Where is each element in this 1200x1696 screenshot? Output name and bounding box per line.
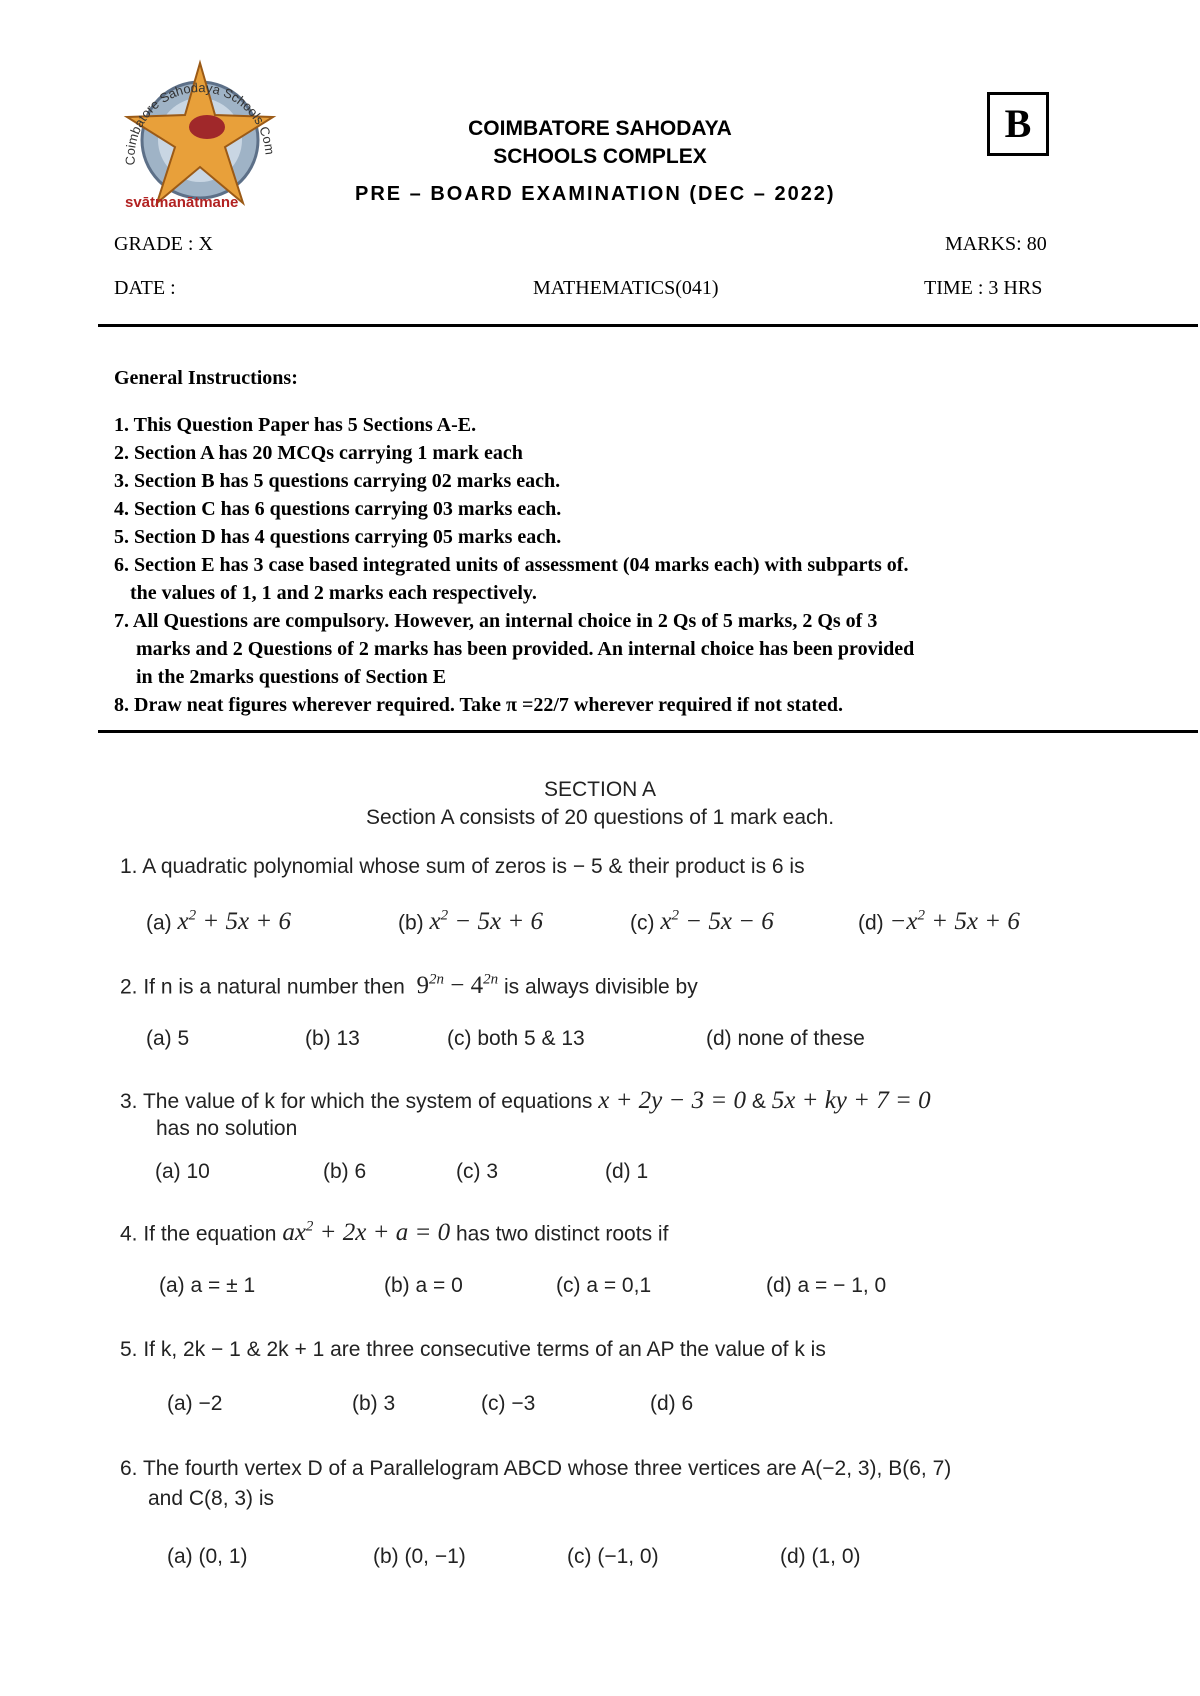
q1-option-c: (c) $x^2 - 5x - 6$ <box>630 908 774 936</box>
instruction-item: the values of 1, 1 and 2 marks each respectively. <box>130 582 537 604</box>
question-6-line2: and C(8, 3) is <box>148 1487 275 1510</box>
instructions-list <box>114 411 1114 719</box>
logo-arc-text: Coimbatore Sahodaya Schools Com <box>122 79 278 166</box>
instruction-item: 6. Section E has 3 case based integrated units of assessment (04 marks each) with subparts of. <box>114 554 909 576</box>
q2-option-c: (c) both 5 & 13 <box>447 1027 585 1050</box>
question-3-line2: has no solution <box>156 1117 298 1140</box>
question-2: 2. If n is a natural number then $9^{2n} - 4^{2n}$ is always divisible by <box>120 972 698 1000</box>
q4-option-d: (d) a = − 1, 0 <box>766 1274 887 1297</box>
q5-option-c: (c) −3 <box>481 1392 536 1415</box>
q5-option-a: (a) −2 <box>167 1392 223 1415</box>
logo-motto: svātmanātmane <box>125 194 239 211</box>
question-5: 5. If k, 2k − 1 & 2k + 1 are three consecutive terms of an AP the value of k is <box>120 1338 826 1361</box>
q3-option-a: (a) 10 <box>155 1160 210 1183</box>
section-title: SECTION A <box>543 778 657 801</box>
instruction-item: marks and 2 Questions of 2 marks has been provided. An internal choice has been provided <box>136 638 915 660</box>
instruction-item: in the 2marks questions of Section E <box>136 666 447 688</box>
q1-option-b: (b) $x^2 - 5x + 6$ <box>398 908 543 936</box>
instructions-divider <box>98 730 1198 733</box>
q4-option-c: (c) a = 0,1 <box>556 1274 652 1297</box>
instruction-item: 4. Section C has 6 questions carrying 03 marks each. <box>114 498 562 520</box>
q4-option-b: (b) a = 0 <box>384 1274 463 1297</box>
q2-option-d: (d) none of these <box>706 1027 865 1050</box>
instruction-item: 8. Draw neat figures wherever required. Take π =22/7 wherever required if not stated. <box>114 694 843 716</box>
q2-option-a: (a) 5 <box>146 1027 190 1050</box>
subject-label: MATHEMATICS(041) <box>533 277 719 299</box>
instruction-item: 1. This Question Paper has 5 Sections A-E. <box>114 414 477 436</box>
question-3: 3. The value of k for which the system of equations x + 2y − 3 = 0 & 5x + ky + 7 = 0 <box>120 1087 931 1114</box>
q5-option-b: (b) 3 <box>352 1392 396 1415</box>
school-logo <box>115 55 295 215</box>
school-name <box>380 115 820 171</box>
question-1: 1. A quadratic polynomial whose sum of zeros is − 5 & their product is 6 is <box>120 855 805 878</box>
q5-option-d: (d) 6 <box>650 1392 694 1415</box>
q2-option-b: (b) 13 <box>305 1027 360 1050</box>
date-label: DATE : <box>114 277 176 299</box>
school-name-line1: COIMBATORE SAHODAYA <box>468 117 732 140</box>
school-name-line2: SCHOOLS COMPLEX <box>493 145 707 168</box>
exam-title: PRE – BOARD EXAMINATION (DEC – 2022) <box>355 183 836 205</box>
q3-option-d: (d) 1 <box>605 1160 649 1183</box>
instruction-item: 2. Section A has 20 MCQs carrying 1 mark each <box>114 442 523 464</box>
q6-option-c: (c) (−1, 0) <box>567 1545 659 1568</box>
instruction-item: 7. All Questions are compulsory. However, an internal choice in 2 Qs of 5 marks, 2 Qs of 3 <box>114 610 878 632</box>
section-subtitle: Section A consists of 20 questions of 1 mark each. <box>365 806 835 829</box>
header-divider <box>98 324 1198 327</box>
instructions-title: General Instructions: <box>114 367 298 389</box>
time-label: TIME : 3 HRS <box>924 277 1043 299</box>
set-code-badge: B <box>987 92 1049 156</box>
grade-label: GRADE : X <box>114 233 213 255</box>
instruction-item: 3. Section B has 5 questions carrying 02 marks each. <box>114 470 561 492</box>
q3-option-c: (c) 3 <box>456 1160 498 1183</box>
q6-option-d: (d) (1, 0) <box>780 1545 861 1568</box>
question-6: 6. The fourth vertex D of a Parallelogram ABCD whose three vertices are A(−2, 3), B(6, 7) <box>120 1457 952 1480</box>
q1-option-a: (a) $x^2 + 5x + 6$ <box>146 908 291 936</box>
q6-option-a: (a) (0, 1) <box>167 1545 248 1568</box>
q3-option-b: (b) 6 <box>323 1160 367 1183</box>
q4-option-a: (a) a = ± 1 <box>159 1274 256 1297</box>
question-4: 4. If the equation $ax^2 + 2x + a = 0$ has two distinct roots if <box>120 1219 669 1247</box>
instruction-item: 5. Section D has 4 questions carrying 05 marks each. <box>114 526 562 548</box>
q1-option-d: $(d) -x^2 + 5x + 6$ <box>858 908 1020 936</box>
q6-option-b: (b) (0, −1) <box>373 1545 466 1568</box>
marks-label: MARKS: 80 <box>945 233 1047 255</box>
